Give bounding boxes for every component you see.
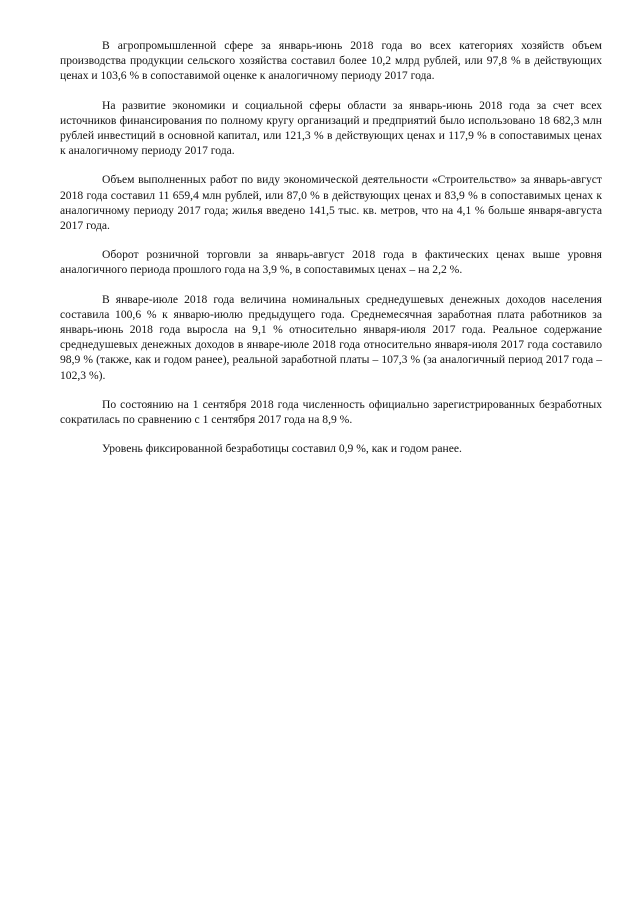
paragraph-unemployed-count: По состоянию на 1 сентября 2018 года численность официально зарегистрированных безработных сократилась по сравнению с 1 сентября 2017 года на 8,9 %. — [60, 397, 602, 427]
paragraph-unemployment-rate: Уровень фиксированной безработицы составил 0,9 %, как и годом ранее. — [102, 442, 462, 456]
paragraph-agriculture: В агропромышленной сфере за январь-июнь 2018 года во всех категориях хозяйств объем производства продукции сельского хозяйства составил более 10,2 млрд рублей, или 97,8 % в действующих ценах и 103,6 % в сопоставимой оценке к аналогичному периоду 2017 года. — [60, 39, 602, 83]
paragraph-investments: На развитие экономики и социальной сферы области за январь-июнь 2018 года за счет всех источников финансирования по полному кругу организаций и предприятий было использовано 18 682,3 млн рублей инвестиций в основной капитал, или 121,3 % в действующих ценах и 117,9 % в сопоставимых ценах к аналогичному периоду 2017 года. — [60, 98, 602, 158]
document-body — [60, 38, 602, 470]
paragraph-income: В январе-июле 2018 года величина номинальных среднедушевых денежных доходов населения составила 100,6 % к январю-июлю предыдущего года. Среднемесячная заработная плата работников за январь-июнь 2018 года выросла на 9,1 % относительно января-июля 2017 года. Реальное содержание среднедушевых денежных доходов в январе-июле 2018 года относительно января-июля 2017 года составило 98,9 % (также, как и годом ранее), реальной заработной платы – 107,3 % (за аналогичный период 2017 года – 102,3 %). — [60, 292, 602, 382]
paragraph-retail-trade: Оборот розничной торговли за январь-август 2018 года в фактических ценах выше уровня аналогичного периода прошлого года на 3,9 %, в сопоставимых ценах – на 2,2 %. — [60, 248, 602, 277]
paragraph-construction: Объем выполненных работ по виду экономической деятельности «Строительство» за январь-август 2018 года составил 11 659,4 млн рублей, или 87,0 % в действующих ценах и 83,9 % в сопоставимых ценах к аналогичному периоду 2017 года; жилья введено 141,5 тыс. кв. метров, что на 4,1 % больше января-августа 2017 года. — [60, 173, 602, 233]
